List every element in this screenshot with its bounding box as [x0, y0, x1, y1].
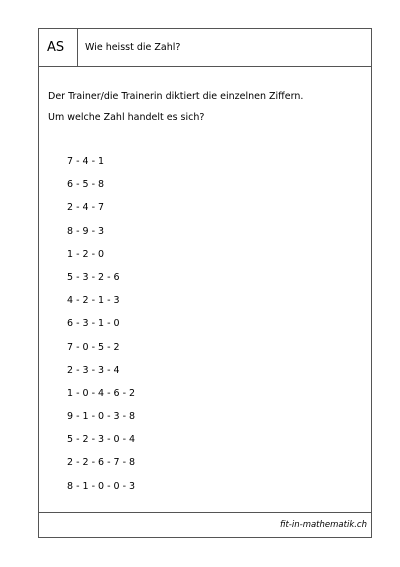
worksheet-footer [39, 512, 371, 537]
digit-sequence-list [67, 150, 135, 498]
instructions [48, 86, 303, 128]
digit-sequence: 1 - 2 - 0 [67, 248, 105, 260]
digit-sequence: 7 - 0 - 5 - 2 [67, 341, 120, 353]
instruction-line-1: Der Trainer/die Trainerin diktiert die einzelnen Ziffern. [48, 91, 304, 102]
digit-sequence: 8 - 1 - 0 - 0 - 3 [67, 480, 136, 492]
worksheet [38, 28, 372, 538]
instruction-line-2: Um welche Zahl handelt es sich? [48, 112, 205, 123]
worksheet-code: AS [39, 29, 78, 66]
digit-sequence: 6 - 3 - 1 - 0 [67, 318, 120, 330]
worksheet-title: Wie heisst die Zahl? [85, 42, 181, 53]
digit-sequence: 4 - 2 - 1 - 3 [67, 295, 120, 307]
digit-sequence: 6 - 5 - 8 [67, 179, 105, 191]
digit-sequence: 5 - 3 - 2 - 6 [67, 271, 120, 283]
digit-sequence: 7 - 4 - 1 [67, 156, 105, 167]
digit-sequence: 8 - 9 - 3 [67, 225, 105, 237]
digit-sequence: 1 - 0 - 4 - 6 - 2 [67, 387, 136, 399]
footer-site: fit-in-mathematik.ch [279, 520, 367, 530]
worksheet-header [39, 29, 371, 67]
digit-sequence: 2 - 4 - 7 [67, 202, 105, 214]
digit-sequence: 5 - 2 - 3 - 0 - 4 [67, 434, 136, 446]
digit-sequence: 9 - 1 - 0 - 3 - 8 [67, 411, 136, 423]
digit-sequence: 2 - 2 - 6 - 7 - 8 [67, 457, 136, 469]
digit-sequence: 2 - 3 - 3 - 4 [67, 364, 120, 376]
